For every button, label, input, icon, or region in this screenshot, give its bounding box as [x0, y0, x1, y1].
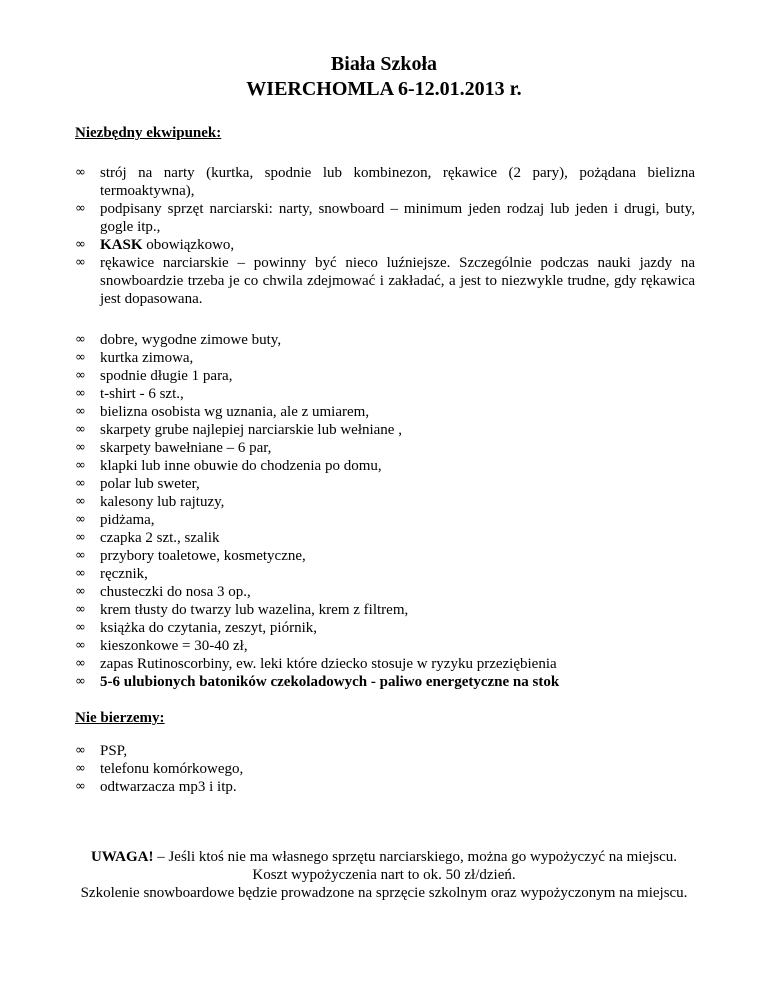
equipment-list	[75, 164, 695, 308]
infinity-bullet-icon: ∞	[75, 386, 86, 401]
list-item-text: 5-6 ulubionych batoników czekoladowych - paliwo energetyczne na stok	[100, 674, 560, 690]
list-item	[75, 529, 695, 547]
list-item	[75, 367, 695, 385]
list-item-text: przybory toaletowe, kosmetyczne,	[100, 548, 306, 564]
note-block	[60, 848, 708, 902]
list-item	[75, 493, 695, 511]
list-item	[75, 565, 695, 583]
infinity-bullet-icon: ∞	[75, 476, 86, 491]
list-item-text: telefonu komórkowego,	[100, 761, 244, 777]
list-item-text: rękawice narciarskie – powinny być nieco luźniejsze. Szczególnie podczas nauki jazdy na snowboardzie trzeba je co chwila zdejmować i zakładać, a jest to niezwykle trudne, gdy rękawica jest dopasowana.	[100, 255, 695, 307]
list-item-text: skarpety grube najlepiej narciarskie lub wełniane ,	[100, 422, 402, 438]
list-item	[75, 200, 695, 236]
list-item	[75, 349, 695, 367]
note-text-1: – Jeśli ktoś nie ma własnego sprzętu narciarskiego, można go wypożyczyć na miejscu.	[153, 849, 678, 865]
list-item	[75, 421, 695, 439]
list-item	[75, 673, 695, 691]
infinity-bullet-icon: ∞	[75, 674, 86, 689]
list-item	[75, 331, 695, 349]
infinity-bullet-icon: ∞	[75, 743, 86, 758]
infinity-bullet-icon: ∞	[75, 602, 86, 617]
infinity-bullet-icon: ∞	[75, 656, 86, 671]
list-item-text: pidżama,	[100, 512, 155, 528]
infinity-bullet-icon: ∞	[75, 255, 86, 270]
note-line-1	[60, 848, 708, 866]
list-item	[75, 655, 695, 673]
list-item	[75, 637, 695, 655]
list-item-text: t-shirt - 6 szt.,	[100, 386, 184, 402]
dont-take-list	[75, 742, 695, 796]
infinity-bullet-icon: ∞	[75, 237, 86, 252]
dont-take-heading: Nie bierzemy:	[75, 710, 165, 726]
list-item-text: książka do czytania, zeszyt, piórnik,	[100, 620, 318, 636]
infinity-bullet-icon: ∞	[75, 422, 86, 437]
list-item-text: obowiązkowo,	[142, 237, 235, 253]
list-item	[75, 601, 695, 619]
infinity-bullet-icon: ∞	[75, 512, 86, 527]
list-item	[75, 583, 695, 601]
equipment-heading: Niezbędny ekwipunek:	[75, 125, 222, 141]
list-item-text: krem tłusty do twarzy lub wazelina, krem z filtrem,	[100, 602, 409, 618]
infinity-bullet-icon: ∞	[75, 761, 86, 776]
note-line-2: Koszt wypożyczenia nart to ok. 50 zł/dzień.	[252, 867, 516, 883]
list-item-text: chusteczki do nosa 3 op.,	[100, 584, 251, 600]
list-item	[75, 742, 695, 760]
list-item-text: podpisany sprzęt narciarski: narty, snowboard – minimum jeden rodzaj lub jeden i drugi, buty, gogle itp.,	[100, 201, 695, 235]
infinity-bullet-icon: ∞	[75, 165, 86, 180]
list-item-text: kieszonkowe = 30-40 zł,	[100, 638, 248, 654]
page-title: Biała Szkoła	[330, 53, 438, 75]
list-item	[75, 385, 695, 403]
list-item	[75, 475, 695, 493]
list-item-text: PSP,	[100, 743, 128, 759]
list-item-text: kurtka zimowa,	[100, 350, 194, 366]
list-item-text: skarpety bawełniane – 6 par,	[100, 440, 272, 456]
infinity-bullet-icon: ∞	[75, 620, 86, 635]
list-item	[75, 547, 695, 565]
list-item	[75, 619, 695, 637]
list-item-text: dobre, wygodne zimowe buty,	[100, 332, 282, 348]
list-item	[75, 457, 695, 475]
list-item-text: zapas Rutinoscorbiny, ew. leki które dziecko stosuje w ryzyku przeziębienia	[100, 656, 557, 672]
helmet-required-label: KASK	[100, 237, 143, 253]
list-item-text: spodnie długie 1 para,	[100, 368, 233, 384]
list-item	[75, 164, 695, 200]
infinity-bullet-icon: ∞	[75, 530, 86, 545]
list-item	[75, 511, 695, 529]
infinity-bullet-icon: ∞	[75, 440, 86, 455]
infinity-bullet-icon: ∞	[75, 404, 86, 419]
list-item	[75, 236, 695, 254]
infinity-bullet-icon: ∞	[75, 332, 86, 347]
infinity-bullet-icon: ∞	[75, 779, 86, 794]
page-subtitle: WIERCHOMLA 6-12.01.2013 r.	[246, 78, 522, 100]
list-item-text: klapki lub inne obuwie do chodzenia po domu,	[100, 458, 382, 474]
list-item	[75, 439, 695, 457]
list-item-text: kalesony lub rajtuzy,	[100, 494, 225, 510]
infinity-bullet-icon: ∞	[75, 201, 86, 216]
infinity-bullet-icon: ∞	[75, 638, 86, 653]
note-line-3: Szkolenie snowboardowe będzie prowadzone na sprzęcie szkolnym oraz wypożyczonym na miejscu.	[80, 885, 688, 901]
list-item	[75, 760, 695, 778]
infinity-bullet-icon: ∞	[75, 566, 86, 581]
list-item	[75, 778, 695, 796]
infinity-bullet-icon: ∞	[75, 350, 86, 365]
infinity-bullet-icon: ∞	[75, 494, 86, 509]
list-item-text: strój na narty (kurtka, spodnie lub kombinezon, rękawice (2 pary), pożądana bielizna termoaktywna),	[100, 165, 695, 199]
list-item-text: czapka 2 szt., szalik	[100, 530, 220, 546]
packing-list	[75, 331, 695, 691]
infinity-bullet-icon: ∞	[75, 584, 86, 599]
list-item-text: odtwarzacza mp3 i itp.	[100, 779, 237, 795]
list-item-text: ręcznik,	[100, 566, 148, 582]
list-item-text: polar lub sweter,	[100, 476, 200, 492]
list-item	[75, 254, 695, 308]
note-label: UWAGA!	[90, 849, 154, 865]
list-item-text: bielizna osobista wg uznania, ale z umiarem,	[100, 404, 370, 420]
infinity-bullet-icon: ∞	[75, 548, 86, 563]
infinity-bullet-icon: ∞	[75, 458, 86, 473]
infinity-bullet-icon: ∞	[75, 368, 86, 383]
list-item	[75, 403, 695, 421]
